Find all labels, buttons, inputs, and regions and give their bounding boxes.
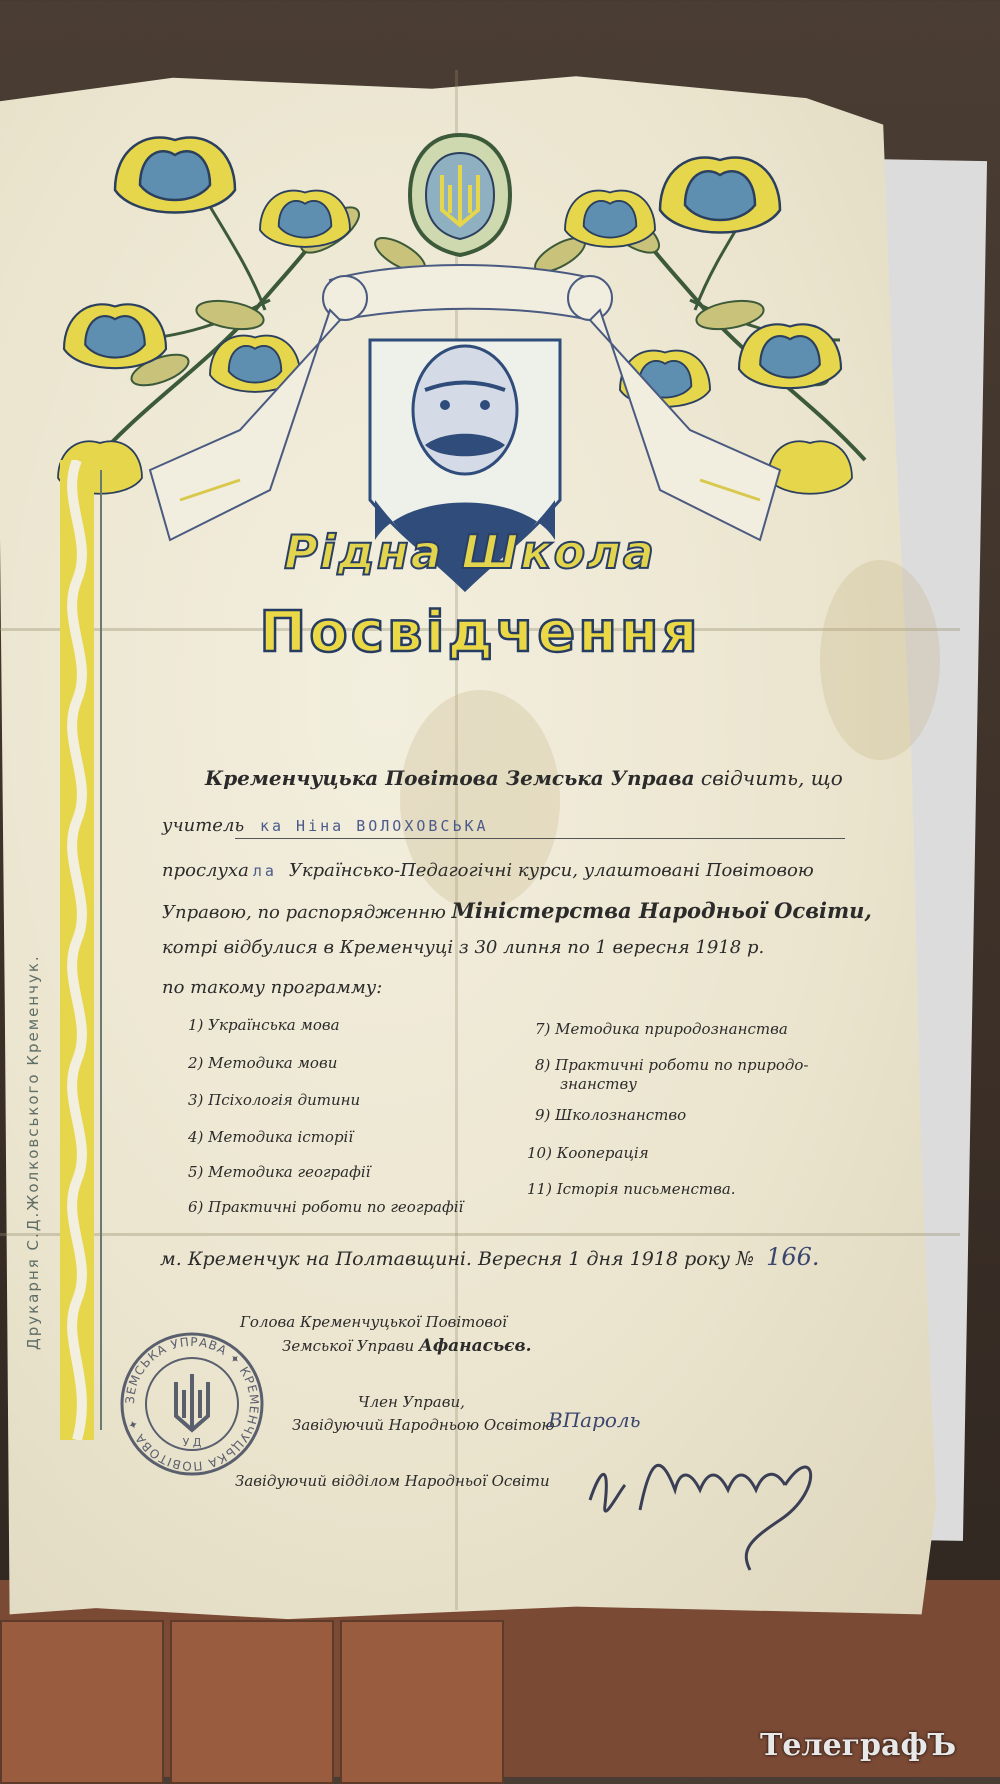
program-item: 2) Методика мови [188, 1054, 338, 1072]
teacher-name: ка Ніна ВОЛОХОВСЬКА [259, 817, 489, 835]
program-item: 8) Практичні роботи по природо- [535, 1056, 809, 1074]
program-item: знанству [560, 1075, 637, 1093]
teacher-prefix: учитель [162, 815, 245, 836]
printer-imprint [24, 1320, 42, 1350]
head-name: Афанасьєв. [419, 1336, 532, 1356]
body-line-4 [162, 898, 872, 923]
issuer-name: Кременчуцька Повітова Земська Управа [205, 766, 695, 790]
head-title-line1: Голова Кременчуцької Повітової [240, 1313, 507, 1331]
border-line [100, 470, 102, 1430]
program-item: 1) Українська мова [188, 1016, 340, 1034]
official-stamp [118, 1330, 266, 1478]
member-title-line1: Член Управи, [358, 1393, 465, 1411]
certificate-number: 166. [766, 1243, 820, 1271]
member-title-line2: Завідуючий Народньою Освітою [292, 1416, 555, 1434]
program-item: 6) Практичні роботи по географії [188, 1198, 464, 1216]
watermark: ТелеграфЪ [760, 1728, 957, 1763]
fold-line [0, 1233, 960, 1236]
subtitle: Рідна Школа [284, 525, 656, 579]
body-line-5: котрі відбулися в Кременчуці з 30 липня по 1 вересня 1918 р. [162, 937, 765, 958]
program-item: 10) Кооперація [527, 1144, 649, 1162]
program-item: 11) Історія письменства. [527, 1180, 736, 1198]
signature [580, 1430, 840, 1580]
attended-prefix: прослуха [162, 860, 249, 881]
body-line-2 [162, 815, 489, 836]
svg-text:У Д: У Д [182, 1436, 202, 1449]
dept-title: Завідуючий відділом Народньої Освіти [235, 1472, 550, 1490]
date-text: м. Кременчук на Полтавщині. Вересня 1 дня 1918 року № [160, 1248, 755, 1270]
program-item: 7) Методика природознанства [535, 1020, 788, 1038]
program-item: 9) Школознанство [535, 1106, 687, 1124]
order-text: Управою, по распорядженню [162, 902, 446, 923]
date-line [160, 1243, 820, 1271]
program-item: 3) Псіхологія дитини [188, 1091, 361, 1109]
body-line-6: по такому программу: [162, 977, 383, 998]
attended-rest: Українсько-Педагогічні курси, улаштовані Повітовою [288, 860, 814, 881]
body-line-3 [162, 860, 814, 881]
attended-suffix: ла [252, 862, 277, 880]
program-item: 5) Методика географії [188, 1163, 371, 1181]
decorative-border [60, 460, 94, 1440]
svg-text:ЗЕМСЬКА УПРАВА ✦ КРЕМЕНЧУЦЬКА: ЗЕМСЬКА УПРАВА ✦ КРЕМЕНЧУЦЬКА ПОВІТОВА ✦ [122, 1334, 262, 1474]
head-title-line2 [282, 1336, 532, 1356]
ministry-name: Міністерства Народньої Освіти, [451, 898, 872, 923]
fill-line [235, 838, 845, 839]
head-title-text: Земської Управи [282, 1337, 415, 1355]
certificate-title: Посвідчення [259, 600, 701, 665]
program-item: 4) Методика історії [188, 1128, 354, 1146]
issuer-rest: свідчить, що [700, 766, 843, 790]
body-line-1 [205, 766, 843, 790]
member-handwriting: ВПароль [548, 1408, 641, 1432]
